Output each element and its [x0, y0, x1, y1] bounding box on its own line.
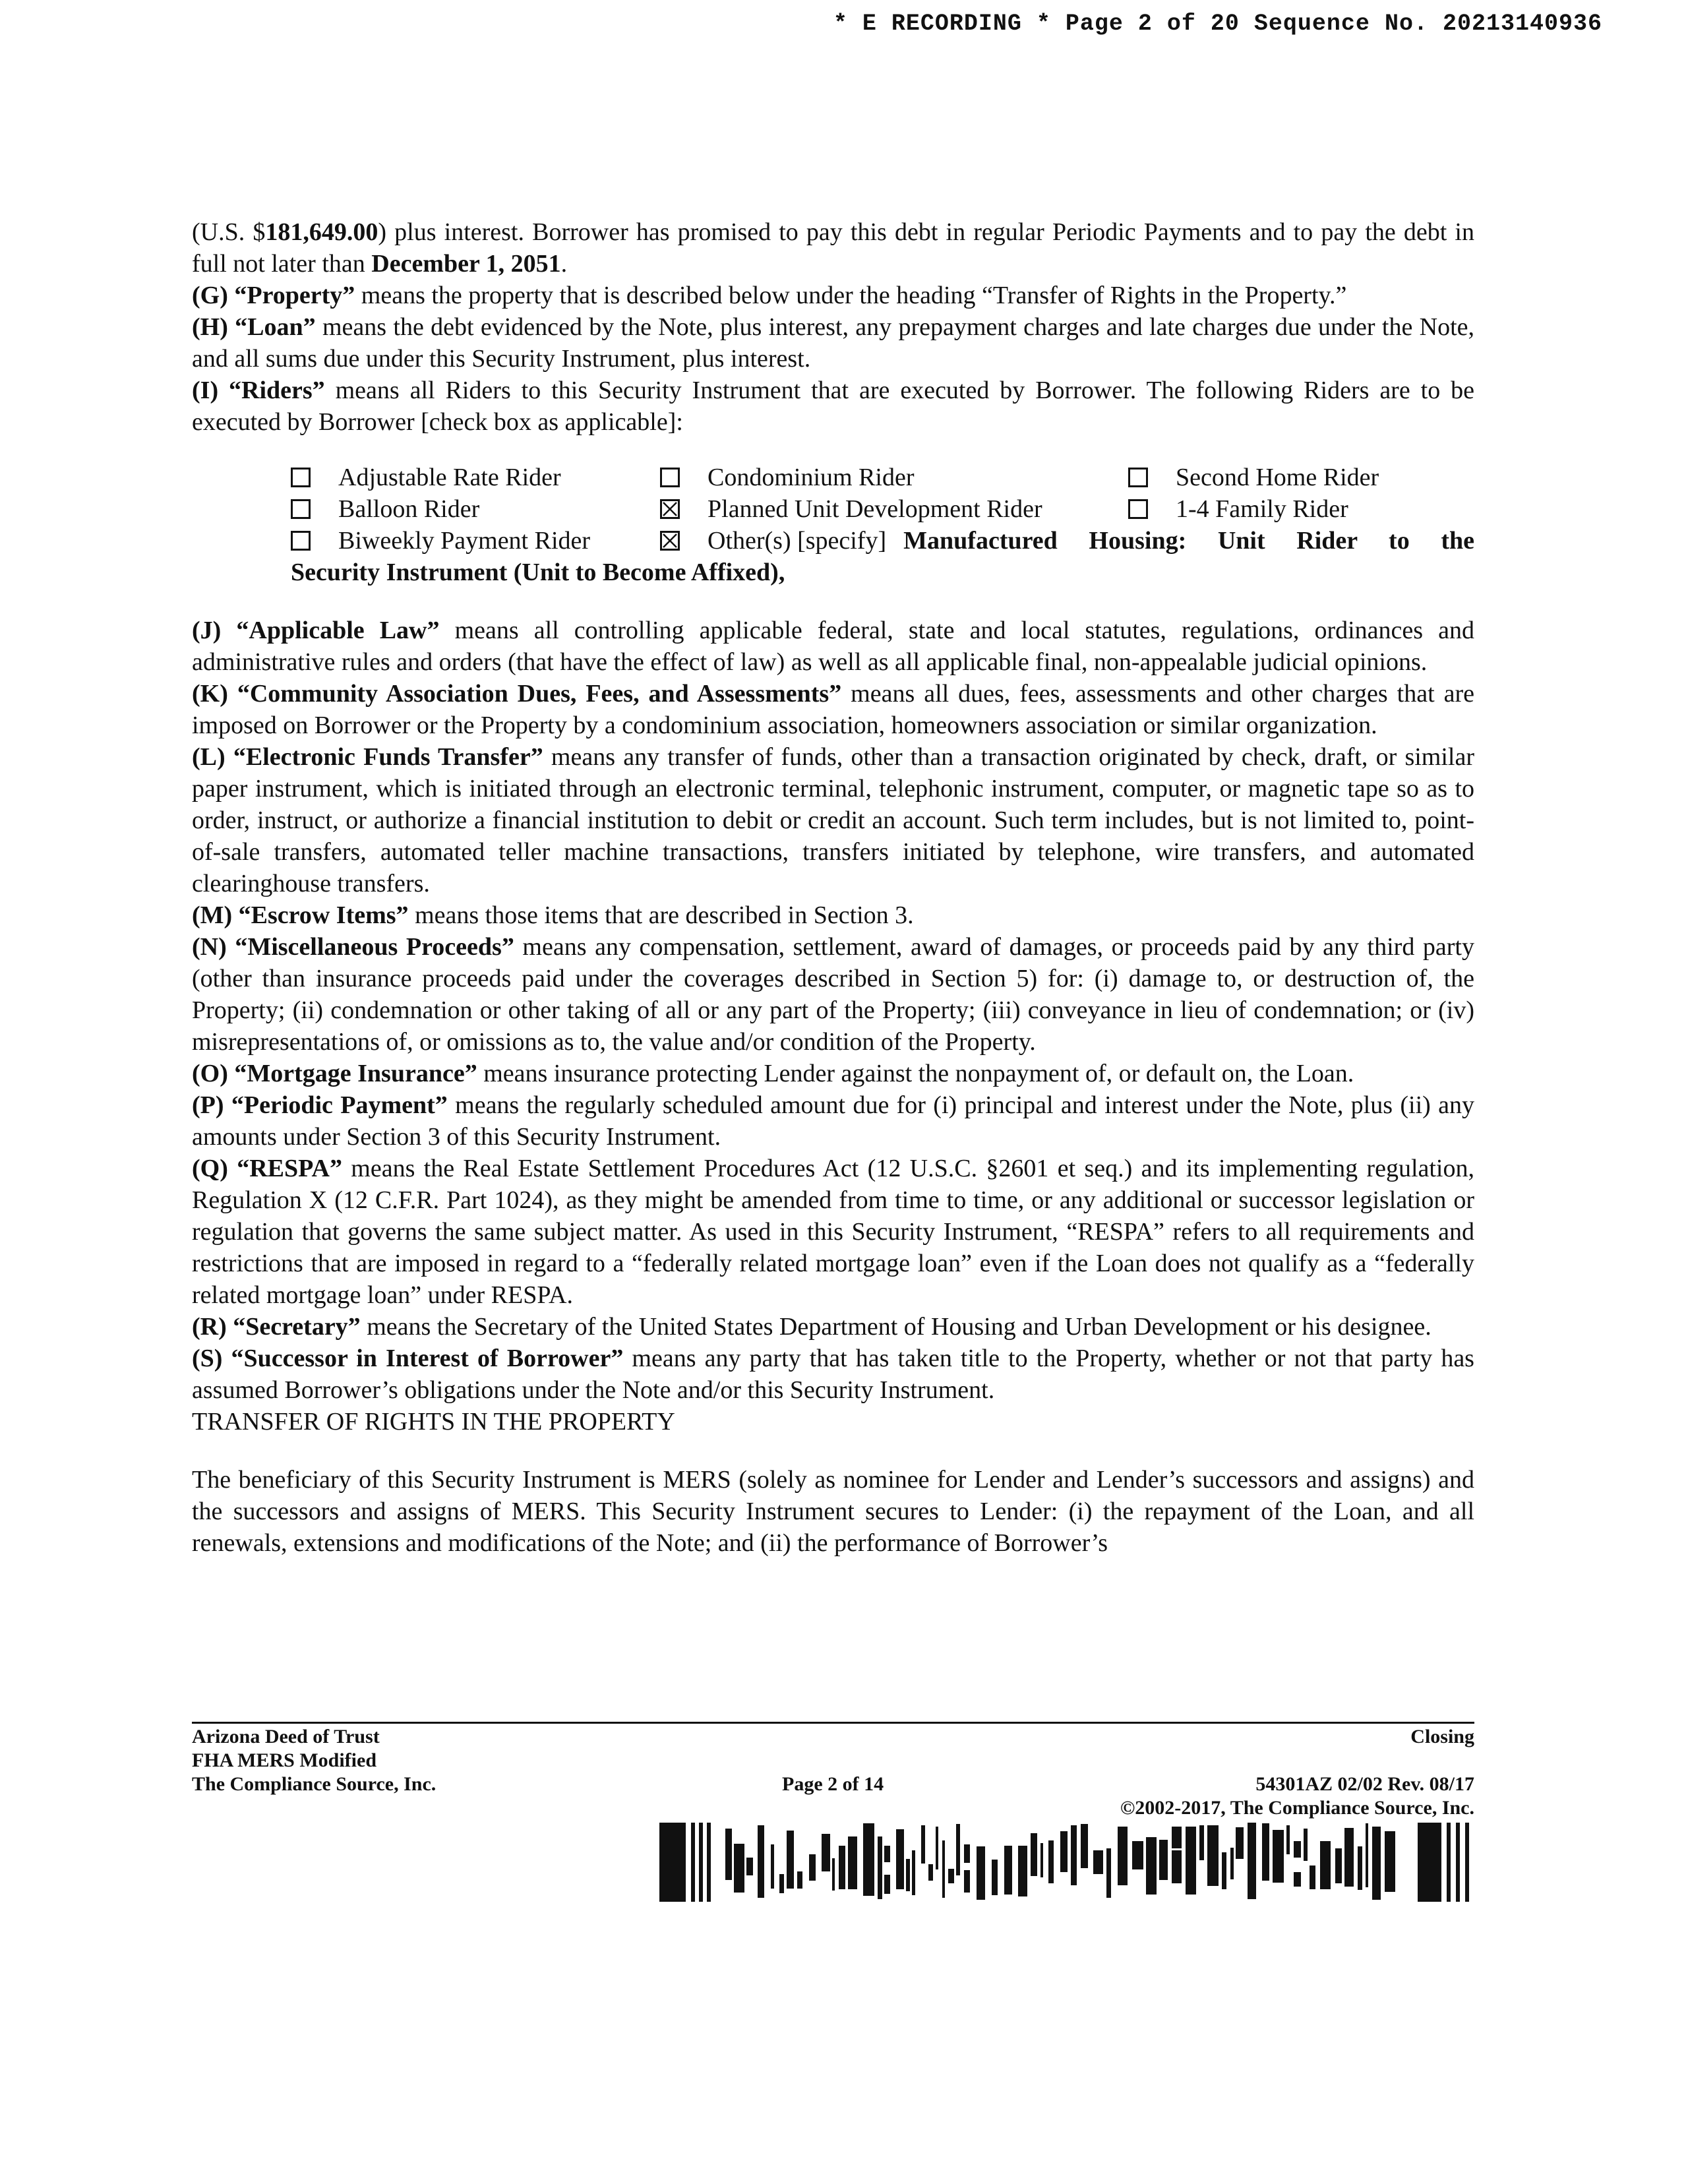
- intro-text-c: .: [560, 250, 568, 278]
- copyright: ©2002-2017, The Compliance Source, Inc.: [1120, 1797, 1474, 1819]
- barcode-icon: [659, 1823, 1474, 1902]
- transfer-paragraph: The beneficiary of this Security Instrument is MERS (solely as nominee for Lender and Lender’s successors and assigns) and the successors and assigns of MERS. This Security Instrument secures to Lender: (i) the repayment of the Loan, and all renewals, extensions and modifications of the Note; and (ii) the performance of Borrower’s: [192, 1466, 1474, 1557]
- definition-periodic-payment: [192, 1089, 1474, 1153]
- checkbox-label: Condominium Rider: [708, 464, 915, 491]
- section-heading: TRANSFER OF RIGHTS IN THE PROPERTY: [192, 1408, 675, 1436]
- other-rider-specified: Manufactured Housing: Unit Rider to the: [903, 527, 1474, 555]
- checkbox-label: Planned Unit Development Rider: [708, 495, 1042, 523]
- definition-label: (L) “Electronic Funds Transfer”: [192, 743, 543, 771]
- definition-text: means the regularly scheduled amount due for (i) principal and interest under the Note, plus (ii) any amounts under Section 3 of this Security Instrument.: [192, 1091, 1474, 1151]
- definition-text: means any compensation, settlement, award of damages, or proceeds paid by any third party (other than insurance proceeds paid under the coverages described in Section 5) for: (i) damage to, or destruction of, the Property; (ii) condemnation or other taking of all or any part of the Property; (iii) conveyance in lieu of condemnation; or (iv) misrepresentations of, or omissions as to, the value and/or condition of the Property.: [192, 933, 1474, 1056]
- checkbox-label: 1-4 Family Rider: [1176, 495, 1348, 523]
- definition-text: means the Secretary of the United States Department of Housing and Urban Development or his designee.: [360, 1313, 1432, 1341]
- definition-label: (K) “Community Association Dues, Fees, and Assessments”: [192, 680, 842, 708]
- form-name: Arizona Deed of Trust: [192, 1726, 380, 1747]
- definition-community-association-dues: [192, 678, 1474, 741]
- checkbox-label: Balloon Rider: [338, 495, 480, 523]
- family-rider-checkbox[interactable]: [1128, 499, 1148, 519]
- definition-label: (J) “Applicable Law”: [192, 617, 440, 644]
- form-number: 54301AZ 02/02 Rev. 08/17: [1255, 1773, 1474, 1795]
- definition-text: means any party that has taken title to the Property, whether or not that party has assumed Borrower’s obligations under the Note and/or this Security Instrument.: [192, 1345, 1474, 1404]
- definition-text: means all dues, fees, assessments and other charges that are imposed on Borrower or the Property by a condominium association, homeowners association or similar organization.: [192, 680, 1474, 739]
- maturity-date: December 1, 2051: [371, 250, 561, 278]
- pud-rider-checkbox[interactable]: [660, 499, 680, 519]
- definition-riders: [192, 375, 1474, 438]
- other-rider-specified-continued: Security Instrument (Unit to Become Affixed),: [291, 559, 785, 586]
- definition-property: [192, 280, 1474, 311]
- definition-text: means any transfer of funds, other than a transaction originated by check, draft, or similar paper instrument, which is initiated through an electronic terminal, telephonic instrument, computer, or magnetic tape so as to order, instruct, or authorize a financial institution to debit or credit an account. Such term includes, but is not limited to, point-of-sale transfers, automated teller machine transactions, transfers initiated by telephone, wire transfers, and automated clearinghouse transfers.: [192, 743, 1475, 897]
- definition-text: means the Real Estate Settlement Procedures Act (12 U.S.C. §2601 et seq.) and its implementing regulation, Regulation X (12 C.F.R. Part 1024), as they might be amended from time to time, or any additional or successor legislation or regulation that governs the same subject matter. As used in this Security Instrument, “RESPA” refers to all requirements and restrictions that are imposed in regard to a “federally related mortgage loan” even if the Loan does not qualify as a “federally related mortgage loan” under RESPA.: [192, 1155, 1474, 1309]
- company-name: The Compliance Source, Inc.: [192, 1773, 437, 1795]
- form-page-number: Page 2 of 14: [782, 1773, 884, 1795]
- definition-successor-in-interest: [192, 1343, 1474, 1406]
- definition-label: (Q) “RESPA”: [192, 1155, 342, 1182]
- definition-label: (P) “Periodic Payment”: [192, 1091, 448, 1119]
- definition-respa: [192, 1153, 1474, 1311]
- form-type: FHA MERS Modified: [192, 1749, 377, 1771]
- riders-row: [291, 493, 1474, 525]
- riders-row: [291, 462, 1474, 493]
- checkbox-label: Second Home Rider: [1176, 464, 1379, 491]
- intro-text-a: (U.S. $: [192, 218, 266, 246]
- footer-left: [192, 1725, 436, 1796]
- definition-escrow-items: [192, 899, 1474, 931]
- definition-label: (I) “Riders”: [192, 377, 325, 404]
- definition-electronic-funds-transfer: [192, 741, 1474, 899]
- intro-paragraph: [192, 216, 1474, 280]
- definition-text: means those items that are described in Section 3.: [408, 901, 914, 929]
- definition-miscellaneous-proceeds: [192, 931, 1474, 1058]
- other-rider-checkbox[interactable]: [660, 531, 680, 551]
- biweekly-payment-rider-checkbox[interactable]: [291, 531, 311, 551]
- adjustable-rate-rider-checkbox[interactable]: [291, 468, 311, 487]
- form-stage: Closing: [1410, 1726, 1474, 1747]
- definition-label: (O) “Mortgage Insurance”: [192, 1060, 477, 1087]
- checkbox-label: Other(s) [specify]: [708, 527, 887, 555]
- riders-checklist: [291, 462, 1474, 588]
- document-body: [192, 216, 1474, 1559]
- definition-text: means insurance protecting Lender against the nonpayment of, or default on, the Loan.: [477, 1060, 1354, 1087]
- checkbox-label: Adjustable Rate Rider: [338, 464, 561, 491]
- checkbox-label: Biweekly Payment Rider: [338, 527, 591, 555]
- definition-label: (N) “Miscellaneous Proceeds”: [192, 933, 514, 961]
- definition-mortgage-insurance: [192, 1058, 1474, 1089]
- balloon-rider-checkbox[interactable]: [291, 499, 311, 519]
- check-x-icon: [662, 501, 678, 517]
- definition-text: means the debt evidenced by the Note, plus interest, any prepayment charges and late charges due under the Note, and all sums due under this Security Instrument, plus interest.: [192, 313, 1474, 373]
- definition-label: (M) “Escrow Items”: [192, 901, 409, 929]
- condominium-rider-checkbox[interactable]: [660, 468, 680, 487]
- footer-divider: [192, 1722, 1474, 1724]
- check-x-icon: [662, 533, 678, 549]
- definition-text: means all Riders to this Security Instrument that are executed by Borrower. The following Riders are to be executed by Borrower [check box as applicable]:: [192, 377, 1474, 436]
- definition-text: means the property that is described below under the heading “Transfer of Rights in the Property.”: [355, 282, 1347, 309]
- definition-label: (R) “Secretary”: [192, 1313, 361, 1341]
- loan-amount: 181,649.00: [265, 218, 378, 246]
- definition-loan: [192, 311, 1474, 375]
- definition-label: (S) “Successor in Interest of Borrower”: [192, 1345, 624, 1372]
- riders-row: [291, 525, 1474, 557]
- intro-text-b: ) plus interest. Borrower has promised to pay this debt in regular Periodic Payments and to pay the debt in full not later than: [192, 218, 1474, 278]
- definition-label: (H) “Loan”: [192, 313, 316, 341]
- definition-secretary: [192, 1311, 1474, 1343]
- second-home-rider-checkbox[interactable]: [1128, 468, 1148, 487]
- definition-label: (G) “Property”: [192, 282, 355, 309]
- recording-header: * E RECORDING * Page 2 of 20 Sequence No. 20213140936: [833, 11, 1602, 37]
- definition-text: means all controlling applicable federal, state and local statutes, regulations, ordinances and administrative rules and orders (that have the effect of law) as well as all applicable final, non-appealable judicial opinions.: [192, 617, 1474, 676]
- definition-applicable-law: [192, 615, 1474, 678]
